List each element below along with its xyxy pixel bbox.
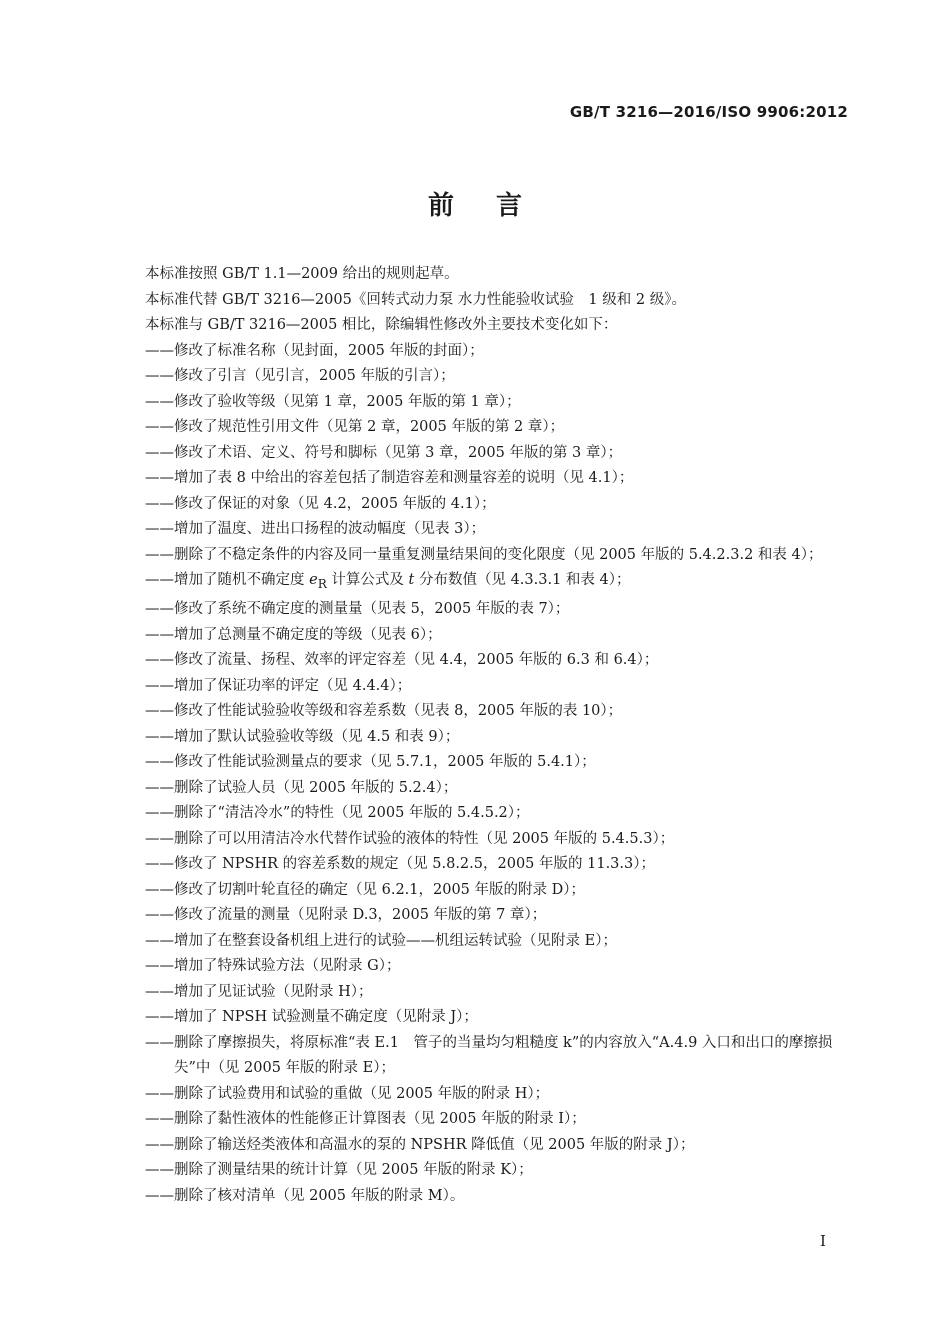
document-body <box>145 262 857 1209</box>
page-number: I <box>820 1232 826 1250</box>
standard-code: GB/T 3216—2016/ISO 9906:2012 <box>569 103 848 121</box>
italic-e: e <box>309 572 318 588</box>
change-item: ——增加了 NPSH 试验测量不确定度（见附录 J）； <box>145 1009 478 1026</box>
change-item: ——修改了引言（见引言，2005 年版的引言）； <box>145 368 455 384</box>
paragraph-changes-intro: 本标准与 GB/T 3216—2005 相比，除编辑性修改外主要技术变化如下： <box>145 317 618 333</box>
change-item: ——修改了切割叶轮直径的确定（见 6.2.1，2005 年版的附录 D）； <box>145 881 585 898</box>
change-item: ——删除了“清洁冷水”的特性（见 2005 年版的 5.4.5.2）； <box>145 805 530 822</box>
change-item: ——删除了输送烃类液体和高温水的泵的 NPSHR 降低值（见 2005 年版的附录 J）； <box>145 1136 695 1153</box>
change-item: ——修改了验收等级（见第 1 章，2005 年版的第 1 章）； <box>145 393 521 410</box>
change-item: ——删除了摩擦损失，将原标准“表 E.1 管子的当量均匀粗糙度 k”的内容放入“A.4.9 入口和出口的摩擦损失”中（见 2005 年版的附录 E）； <box>145 1034 833 1077</box>
change-item: ——删除了不稳定条件的内容及同一量重复测量结果间的变化限度（见 2005 年版的 5.4.2.3.2 和表 4）； <box>145 546 823 563</box>
change-item: ——增加了特殊试验方法（见附录 G）； <box>145 958 401 975</box>
change-item-tail: 分布数值（见 4.3.3.1 和表 4）； <box>414 572 631 588</box>
change-item: ——修改了流量、扬程、效率的评定容差（见 4.4，2005 年版的 6.3 和 6.4）； <box>145 652 659 669</box>
paragraph-replaces: 本标准代替 GB/T 3216—2005《回转式动力泵 水力性能验收试验 1 级和 2 级》。 <box>145 291 686 308</box>
change-item: ——增加了总测量不确定度的等级（见表 6）； <box>145 626 442 643</box>
change-item: ——删除了黏性液体的性能修正计算图表（见 2005 年版的附录 I）； <box>145 1111 586 1128</box>
change-item: ——删除了试验人员（见 2005 年版的 5.2.4）； <box>145 779 458 796</box>
change-item: ——修改了性能试验测量点的要求（见 5.7.1，2005 年版的 5.4.1）； <box>145 754 596 771</box>
change-item: ——增加了温度、进出口扬程的波动幅度（见表 3）； <box>145 521 486 537</box>
change-item: ——增加了见证试验（见附录 H）； <box>145 983 373 1000</box>
change-item: ——增加了表 8 中给出的容差包括了制造容差和测量容差的说明（见 4.1）； <box>145 470 634 486</box>
change-item: ——修改了保证的对象（见 4.2，2005 年版的 4.1）； <box>145 495 496 512</box>
change-item: ——删除了测量结果的统计计算（见 2005 年版的附录 K）； <box>145 1162 533 1179</box>
subscript-r: R <box>317 576 327 591</box>
paragraph-drafting-rules: 本标准按照 GB/T 1.1—2009 给出的规则起草。 <box>145 266 459 282</box>
change-item-uncertainty <box>145 568 857 597</box>
change-item-dash-text: ——增加了随机不确定度 <box>145 572 310 588</box>
change-item: ——修改了性能试验验收等级和容差系数（见表 8，2005 年版的表 10）； <box>145 703 623 720</box>
change-item: ——增加了在整套设备机组上进行的试验——机组运转试验（见附录 E）； <box>145 932 617 949</box>
change-item: ——修改了流量的测量（见附录 D.3，2005 年版的第 7 章）； <box>145 907 547 924</box>
page-title: 前言 <box>427 191 564 221</box>
change-item: ——增加了默认试验验收等级（见 4.5 和表 9）； <box>145 728 460 745</box>
change-item: ——修改了系统不确定度的测量量（见表 5，2005 年版的表 7）； <box>145 601 570 618</box>
change-item: ——删除了试验费用和试验的重做（见 2005 年版的附录 H）； <box>145 1085 550 1102</box>
change-item: ——修改了 NPSHR 的容差系数的规定（见 5.8.2.5，2005 年版的 11.3.3）； <box>145 856 655 873</box>
change-item: ——修改了标准名称（见封面，2005 年版的封面）； <box>145 342 484 359</box>
change-item-prefix <box>145 572 318 588</box>
change-item: ——删除了可以用清洁冷水代替作试验的液体的特性（见 2005 年版的 5.4.5.3）； <box>145 830 675 847</box>
change-item-mid: 计算公式及 <box>326 572 409 588</box>
change-item: ——删除了核对清单（见 2005 年版的附录 M）。 <box>145 1187 465 1204</box>
change-item: ——增加了保证功率的评定（见 4.4.4）； <box>145 677 412 694</box>
change-item: ——修改了规范性引用文件（见第 2 章，2005 年版的第 2 章）； <box>145 419 565 435</box>
italic-t: t <box>408 572 415 588</box>
change-item: ——修改了术语、定义、符号和脚标（见第 3 章，2005 年版的第 3 章）； <box>145 444 623 461</box>
